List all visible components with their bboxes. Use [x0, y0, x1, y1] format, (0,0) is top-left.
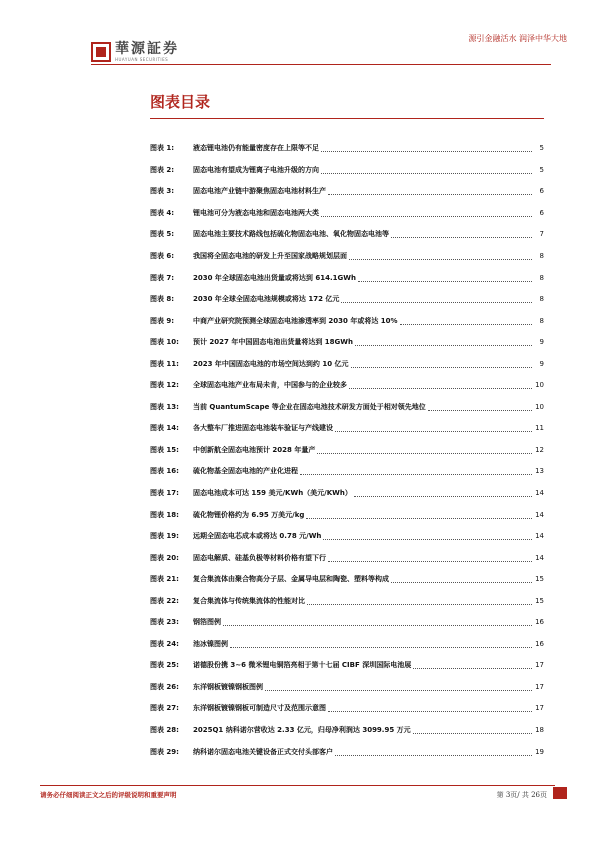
toc-entry-page: 16 — [535, 639, 544, 648]
toc-entry[interactable] — [150, 698, 544, 720]
toc-entry-page: 9 — [539, 359, 544, 368]
toc-entry-label: 图表 22: — [150, 596, 179, 605]
toc-entry-label: 图表 21: — [150, 575, 179, 584]
toc-dot-leader — [358, 275, 532, 282]
toc-dot-leader — [230, 641, 532, 648]
toc-entry-label: 图表 16: — [150, 467, 179, 476]
toc-entry[interactable] — [150, 181, 544, 203]
toc-entry-page: 7 — [539, 230, 544, 239]
toc-dot-leader — [391, 231, 532, 238]
toc-entry-label: 图表 29: — [150, 747, 179, 756]
toc-entry[interactable] — [150, 504, 544, 526]
toc-entry-page: 10 — [535, 402, 544, 411]
toc-entry-label: 图表 5: — [150, 230, 175, 239]
toc-entry-page: 14 — [535, 510, 544, 519]
toc-entry-page: 17 — [535, 682, 544, 691]
toc-dot-leader — [321, 145, 532, 152]
toc-dot-leader — [400, 318, 532, 325]
toc-entry-label: 图表 19: — [150, 532, 179, 541]
toc-entry-label: 图表 9: — [150, 316, 175, 325]
toc-entry-title: 我国将全固态电池的研发上升至国家战略规划层面 — [193, 252, 347, 260]
toc-entry-label: 图表 1: — [150, 144, 175, 153]
toc-entry-label: 图表 2: — [150, 165, 175, 174]
toc-entry-label: 图表 18: — [150, 510, 179, 519]
toc-entry-page: 11 — [535, 424, 544, 433]
footer-divider — [40, 785, 555, 786]
toc-entry-label: 图表 23: — [150, 618, 179, 627]
toc-dot-leader — [328, 555, 532, 562]
toc-entry[interactable] — [150, 655, 544, 677]
toc-entry-label: 图表 8: — [150, 295, 175, 304]
toc-entry-page: 8 — [539, 252, 544, 260]
toc-dot-leader — [323, 533, 532, 540]
toc-entry[interactable] — [150, 569, 544, 591]
toc-entry-page: 14 — [535, 532, 544, 541]
toc-entry[interactable] — [150, 612, 544, 634]
toc-entry[interactable] — [150, 547, 544, 569]
toc-dot-leader — [351, 361, 532, 368]
toc-entry-label: 图表 17: — [150, 489, 179, 498]
logo-chinese-name: 華源証券 — [115, 41, 179, 57]
toc-dot-leader — [328, 188, 532, 195]
toc-dot-leader — [413, 727, 532, 734]
toc-entry-label: 图表 6: — [150, 252, 175, 260]
toc-entry[interactable] — [150, 332, 544, 354]
toc-entry[interactable] — [150, 526, 544, 548]
toc-entry[interactable] — [150, 246, 544, 268]
toc-entry[interactable] — [150, 677, 544, 699]
toc-entry-title: 钢箔图例 — [193, 618, 221, 627]
toc-entry[interactable] — [150, 310, 544, 332]
toc-entry[interactable] — [150, 397, 544, 419]
toc-dot-leader — [321, 210, 532, 217]
toc-entry-label: 图表 28: — [150, 726, 179, 735]
toc-entry-page: 17 — [535, 704, 544, 713]
toc-entry[interactable] — [150, 590, 544, 612]
toc-entry-title: 池冰镍图例 — [193, 639, 228, 648]
table-of-figures — [150, 138, 544, 763]
toc-entry-page: 5 — [539, 165, 544, 174]
toc-entry-title: 2030 年全球固态电池出货量或将达到 614.1GWh — [193, 273, 356, 282]
toc-dot-leader — [355, 339, 532, 346]
toc-entry-title: 固态电池产业链中游聚焦固态电池材料生产 — [193, 187, 326, 196]
toc-entry-title: 中商产业研究院预测全球固态电池渗透率到 2030 年或将达 10% — [193, 316, 398, 325]
toc-entry-label: 图表 11: — [150, 359, 179, 368]
toc-entry[interactable] — [150, 353, 544, 375]
toc-entry-label: 图表 10: — [150, 338, 179, 347]
toc-entry[interactable] — [150, 289, 544, 311]
toc-dot-leader — [223, 619, 532, 626]
toc-entry-title: 硫化物基全固态电池的产业化进程 — [193, 467, 298, 476]
toc-entry[interactable] — [150, 267, 544, 289]
toc-entry-title: 纳科诺尔固态电池关键设备正式交付头部客户 — [193, 747, 333, 756]
toc-entry-page: 8 — [539, 273, 544, 282]
toc-dot-leader — [349, 382, 532, 389]
toc-entry-label: 图表 3: — [150, 187, 175, 196]
toc-entry-title: 全球固态电池产业布局未肯，中国参与的企业较多 — [193, 381, 347, 390]
toc-entry-page: 9 — [539, 338, 544, 347]
toc-entry-title: 锂电池可分为液态电池和固态电池两大类 — [193, 208, 319, 217]
toc-entry[interactable] — [150, 741, 544, 763]
toc-dot-leader — [335, 425, 532, 432]
toc-entry-title: 东洋钢板镀镍钢板图例 — [193, 682, 263, 691]
toc-dot-leader — [391, 576, 532, 583]
toc-entry-title: 2023 年中国固态电池的市场空间达到约 10 亿元 — [193, 359, 349, 368]
toc-entry[interactable] — [150, 483, 544, 505]
toc-entry-label: 图表 27: — [150, 704, 179, 713]
toc-entry[interactable] — [150, 375, 544, 397]
toc-dot-leader — [321, 167, 532, 174]
toc-entry-title: 东洋钢板镀镍钢板可制造尺寸及范围示意图 — [193, 704, 326, 713]
toc-entry[interactable] — [150, 440, 544, 462]
toc-entry-title: 中创新航全固态电池预计 2028 年量产 — [193, 445, 316, 454]
toc-entry[interactable] — [150, 160, 544, 182]
toc-entry[interactable] — [150, 138, 544, 160]
toc-entry-page: 5 — [539, 144, 544, 153]
toc-entry-title: 2025Q1 纳科诺尔营收达 2.33 亿元，归母净利润达 3099.95 万元 — [193, 726, 411, 735]
toc-entry-page: 15 — [535, 596, 544, 605]
toc-entry-page: 6 — [539, 208, 544, 217]
toc-entry[interactable] — [150, 634, 544, 656]
toc-dot-leader — [335, 749, 532, 756]
toc-entry-label: 图表 7: — [150, 273, 175, 282]
toc-entry-title: 远期全固态电芯成本或将达 0.78 元/Wh — [193, 532, 322, 541]
toc-entry-title: 液态锂电池仍有能量密度存在上限等不足 — [193, 144, 319, 153]
toc-entry-title: 各大整车厂推进固态电池装车验证与产线建设 — [193, 424, 333, 433]
toc-entry-page: 17 — [535, 661, 544, 670]
toc-entry-page: 15 — [535, 575, 544, 584]
toc-entry-title: 复合集流体由聚合物高分子层、金属导电层和陶瓷、塑料等构成 — [193, 575, 389, 584]
toc-entry-label: 图表 26: — [150, 682, 179, 691]
page-number: 第 3页/ 共 26页 — [496, 791, 547, 799]
toc-entry-page: 10 — [535, 381, 544, 390]
logo-seal-icon — [91, 42, 111, 62]
toc-entry-title: 诺德股份携 3~6 微米锂电铜箔亮相于第十七届 CIBF 深圳国际电池展 — [193, 661, 412, 670]
toc-dot-leader — [341, 296, 532, 303]
header-slogan: 源引金融活水 润泽中华大地 — [468, 34, 567, 43]
toc-entry-label: 图表 15: — [150, 445, 179, 454]
toc-entry-label: 图表 24: — [150, 639, 179, 648]
toc-dot-leader — [306, 512, 532, 519]
toc-entry-page: 8 — [539, 295, 544, 304]
toc-entry[interactable] — [150, 224, 544, 246]
page-title: 图表目录 — [150, 93, 211, 111]
toc-dot-leader — [428, 404, 532, 411]
page-header — [0, 0, 595, 70]
toc-entry-page: 8 — [539, 316, 544, 325]
toc-entry-title: 硫化物锂价格约为 6.95 万美元/kg — [193, 510, 305, 519]
toc-entry-title: 预计 2027 年中国固态电池出货量将达到 18GWh — [193, 338, 353, 347]
company-logo — [91, 40, 179, 64]
toc-dot-leader — [413, 662, 532, 669]
toc-entry-page: 14 — [535, 489, 544, 498]
toc-entry-label: 图表 20: — [150, 553, 179, 562]
toc-entry[interactable] — [150, 418, 544, 440]
toc-entry-title: 固态电解质、硅基负极等材料价格有望下行 — [193, 553, 326, 562]
disclaimer-note: 请务必仔细阅读正文之后的评级说明和重要声明 — [40, 791, 177, 799]
toc-entry-title: 固态电池成本可达 159 美元/KWh（美元/KWh） — [193, 489, 352, 498]
toc-entry-title: 复合集流体与传统集流体的性能对比 — [193, 596, 305, 605]
toc-entry-title: 固态电池主要技术路线包括硫化物固态电池、氧化物固态电池等 — [193, 230, 389, 239]
header-divider — [91, 64, 551, 65]
toc-entry-page: 19 — [535, 747, 544, 756]
toc-entry-page: 12 — [535, 445, 544, 454]
toc-entry[interactable] — [150, 720, 544, 742]
toc-entry-title: 当前 QuantumScape 等企业在固态电池技术研发方面处于相对领先地位 — [193, 402, 426, 411]
toc-entry-page: 18 — [535, 726, 544, 735]
toc-dot-leader — [328, 705, 532, 712]
toc-entry-title: 固态电池有望成为锂离子电池升级的方向 — [193, 165, 319, 174]
logo-english-name: HUAYUAN SECURITIES — [115, 57, 169, 62]
toc-entry-label: 图表 13: — [150, 402, 179, 411]
toc-dot-leader — [265, 684, 532, 691]
toc-dot-leader — [317, 447, 532, 454]
toc-entry-title: 2030 年全球全固态电池规模或将达 172 亿元 — [193, 295, 340, 304]
toc-dot-leader — [349, 253, 532, 260]
toc-entry-label: 图表 12: — [150, 381, 179, 390]
toc-entry-page: 16 — [535, 618, 544, 627]
toc-entry-label: 图表 14: — [150, 424, 179, 433]
toc-entry-page: 6 — [539, 187, 544, 196]
toc-entry[interactable] — [150, 203, 544, 225]
toc-dot-leader — [300, 468, 532, 475]
toc-entry[interactable] — [150, 461, 544, 483]
toc-dot-leader — [354, 490, 532, 497]
toc-entry-label: 图表 4: — [150, 208, 175, 217]
toc-entry-page: 14 — [535, 553, 544, 562]
footer-accent-bar — [553, 787, 567, 799]
toc-entry-label: 图表 25: — [150, 661, 179, 670]
title-divider — [150, 118, 544, 119]
toc-entry-page: 13 — [535, 467, 544, 476]
toc-dot-leader — [307, 598, 532, 605]
